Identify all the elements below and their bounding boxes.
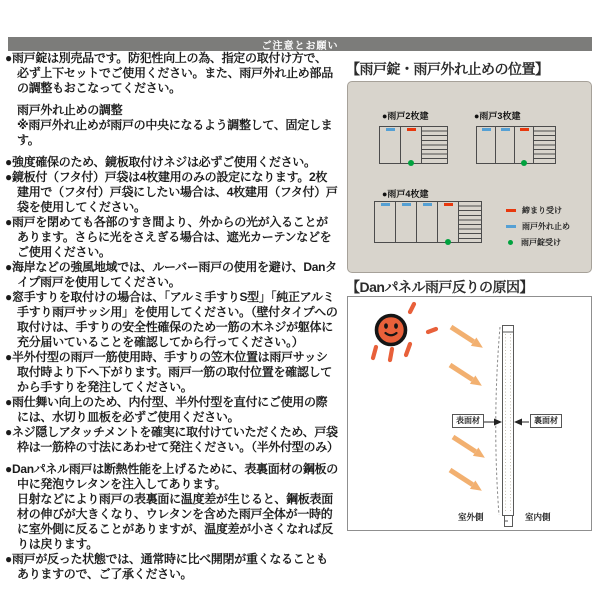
note-item: ●Danパネル雨戸は断熱性能を上げるために、表裏面材の鋼板の中に発泡ウレタンを注入してあります。 xyxy=(5,462,338,491)
indoor-side-label: 室内側 xyxy=(525,512,551,522)
shutter-panel xyxy=(400,126,422,164)
note-item: ●鏡板付（フタ付）戸袋は4枚建用のみの設定になります。2枚建用で（フタ付）戸袋にしたい場合は、4枚建用（フタ付）戸袋を使用してください。 xyxy=(5,170,338,214)
shutter-4panel-label: ●雨戸4枚建 xyxy=(382,189,429,199)
note-item: ●窓手すりを取付けの場合は、「アルミ手すりS型」「純正アルミ手すり雨戸サッシ用」を使用してください。（壁付タイプへの取付けは、手すりの安全性確保のため一筋の木ネジが躯体に充分届いていることを確認してから行ってください。） xyxy=(5,290,338,349)
sun-icon xyxy=(373,304,436,360)
lock-marker-green xyxy=(445,239,451,245)
lock-marker-green xyxy=(521,160,527,166)
note-item: ●海岸などの強風地域では、ルーバー雨戸の使用を避け、Danタイプ雨戸を使用してください。 xyxy=(5,260,337,289)
lock-marker-green xyxy=(408,160,414,166)
note-item: ●雨仕舞い向上のため、内付型、半外付型を直付にご使用の際には、水切り皿板を必ずご使用ください。 xyxy=(5,395,328,424)
notes-column xyxy=(5,51,338,582)
shutter-3panel-diagram xyxy=(476,126,556,164)
note-item: ●雨戸を閉めても各部のすき間より、外からの光が入ることがあります。さらに光をさえぎる場合は、遮光カーテンなどをご使用ください。 xyxy=(5,215,332,259)
stopper-marker-blue xyxy=(386,128,395,131)
shutter-panel xyxy=(416,201,438,243)
stopper-marker-blue xyxy=(381,203,390,206)
legend-green-dot-icon xyxy=(508,240,513,245)
shutter-panel xyxy=(437,201,459,243)
note-item: ●雨戸錠は別売品です。防犯性向上の為、指定の取付け方で、必ず上下セットでご使用ください。また、雨戸外れ止め部品の調整もおこなってください。 xyxy=(5,51,333,95)
position-legend xyxy=(506,202,570,250)
note-item: ●雨戸が反った状態では、通常時に比べ開閉が重くなることもありますので、ご了承ください。 xyxy=(5,552,328,581)
stopper-marker-blue xyxy=(482,128,491,131)
shutter-panel xyxy=(374,201,396,243)
warp-diagram-box xyxy=(347,296,592,531)
front-material-label: 表面材 xyxy=(452,414,484,428)
shutter-panel xyxy=(495,126,515,164)
stopper-marker-blue xyxy=(402,203,411,206)
legend-row xyxy=(506,218,570,234)
legend-label: 雨戸外れ止め xyxy=(522,221,570,231)
stopper-marker-blue xyxy=(423,203,432,206)
shutter-2panel-diagram xyxy=(379,126,448,164)
note-item: ●ネジ隠しアタッチメントを確実に取付けていただくため、戸袋枠は一筋枠の寸法にあわせて発注ください。（半外付型のみ） xyxy=(5,425,339,454)
legend-blue-dash-icon xyxy=(506,225,516,228)
shutter-panel xyxy=(379,126,401,164)
position-diagram-box xyxy=(347,81,592,273)
latch-marker-red xyxy=(407,128,416,131)
sunlight-arrows xyxy=(447,323,487,495)
panel-side-view xyxy=(496,326,514,527)
legend-label: 締まり受け xyxy=(522,205,562,215)
notice-header-bar xyxy=(8,37,592,51)
back-material-label: 裏面材 xyxy=(530,414,562,428)
shutter-3panel-label: ●雨戸3枚建 xyxy=(474,111,521,121)
position-diagram-heading: 【雨戸錠・雨戸外れ止めの位置】 xyxy=(346,61,549,77)
notice-header-title: ご注意とお願い xyxy=(261,40,339,52)
legend-label: 雨戸錠受け xyxy=(521,237,561,247)
latch-marker-red xyxy=(444,203,453,206)
note-item: ●半外付型の雨戸一筋使用時、手すりの笠木位置は雨戸サッシ取付時より下へ下がります。雨戸一筋の取付位置を確認してから手すりを発注してください。 xyxy=(5,350,332,394)
note-item: ※雨戸外れ止めが雨戸の中央になるよう調整して、固定します。 xyxy=(17,118,333,147)
note-item: ●強度確保のため、鏡板取付けネジは必ずご使用ください。 xyxy=(5,155,316,169)
legend-row xyxy=(506,234,570,250)
legend-red-dash-icon xyxy=(506,209,516,212)
shutter-panel xyxy=(514,126,534,164)
outdoor-side-label: 室外側 xyxy=(458,512,484,522)
legend-row xyxy=(506,202,570,218)
warp-diagram-heading: 【Danパネル雨戸反りの原因】 xyxy=(346,279,533,295)
note-item-continuation: 日射などにより雨戸の表裏面に温度差が生じると、鋼板表面材の伸びが大きくなり、ウレタンを含めた雨戸全体が一時的に室外側に反ることがありますが、温度差が小さくなれば反りは戻ります。 xyxy=(17,492,333,551)
shutter-case-hatch xyxy=(421,126,448,164)
shutter-case-hatch xyxy=(533,126,556,164)
shutter-case-hatch xyxy=(458,201,482,243)
shutter-2panel-label: ●雨戸2枚建 xyxy=(382,111,429,121)
shutter-4panel-diagram xyxy=(374,201,482,243)
shutter-panel xyxy=(476,126,496,164)
stopper-marker-blue xyxy=(501,128,510,131)
latch-marker-red xyxy=(520,128,529,131)
note-subheading: 雨戸外れ止めの調整 xyxy=(17,103,123,117)
shutter-panel xyxy=(395,201,417,243)
